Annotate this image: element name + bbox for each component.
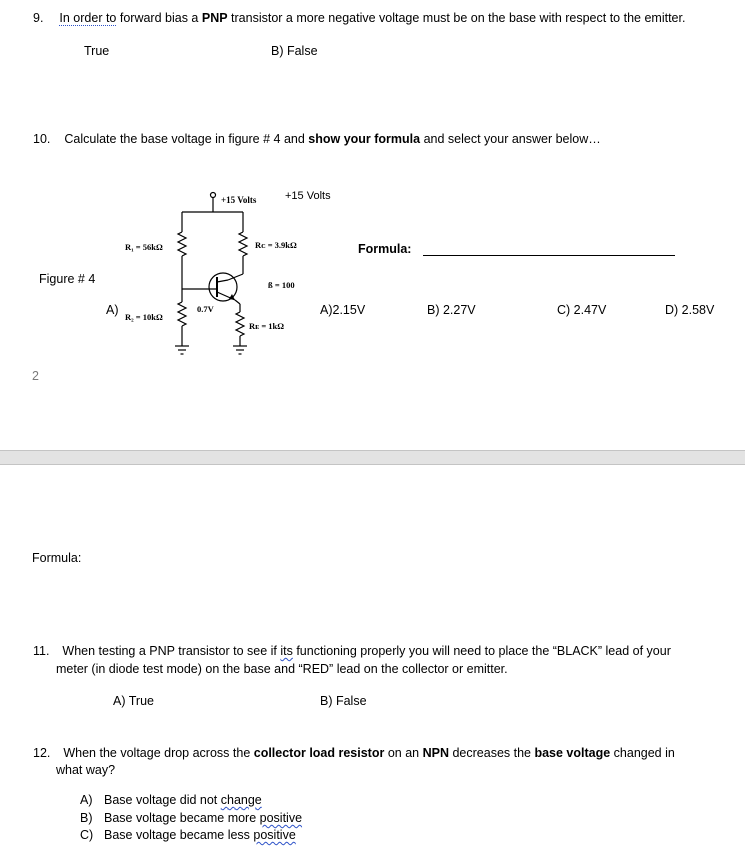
r1-label: R₁ = 56kΩ — [125, 242, 163, 252]
question-text-bold: PNP — [201, 11, 228, 25]
question-text: transistor a more negative voltage must be on the base with respect to the emitter. — [227, 11, 686, 25]
answer-option-a[interactable]: A)2.15V — [320, 303, 366, 317]
option-text-underlined: positive — [259, 811, 303, 825]
re-resistor — [236, 312, 244, 336]
question-11 — [33, 644, 671, 658]
option-text: Base voltage became less — [104, 828, 254, 842]
question-12-line-2: what way? — [56, 763, 116, 777]
beta-label: ß = 100 — [268, 280, 295, 290]
q11-option-false[interactable]: B) False — [320, 694, 367, 708]
option-text: Base voltage did not — [104, 793, 221, 807]
q9-option-true[interactable]: True — [84, 44, 110, 58]
answer-option-c[interactable]: C) 2.47V — [557, 303, 607, 317]
page-break — [0, 450, 745, 465]
formula-answer-line[interactable] — [423, 255, 675, 256]
r1-resistor — [178, 232, 186, 256]
q11-option-true[interactable]: A) True — [113, 694, 154, 708]
re-label: Rᴇ = 1kΩ — [249, 321, 285, 331]
question-text: forward bias a — [116, 11, 202, 25]
answer-a-marker: A) — [106, 303, 119, 317]
question-number: 11. — [33, 644, 50, 658]
formula-label-2: Formula: — [32, 551, 82, 565]
question-number: 9. — [33, 11, 44, 25]
question-text: Calculate the base voltage in figure # 4 and — [64, 132, 309, 146]
question-text: and select your answer below… — [420, 132, 601, 146]
formula-label: Formula: — [358, 242, 412, 256]
rc-label: Rᴄ = 3.9kΩ — [255, 240, 297, 250]
rc-resistor — [239, 232, 247, 256]
q12-option-b[interactable] — [80, 811, 302, 825]
q12-option-c[interactable] — [80, 828, 296, 842]
question-text-bold: base voltage — [534, 746, 611, 760]
question-text: When the voltage drop across the — [63, 746, 254, 760]
question-text-underlined: its — [280, 644, 293, 658]
option-letter: B) — [80, 811, 93, 825]
question-number: 12. — [33, 746, 51, 760]
question-11-line-2: meter (in diode test mode) on the base and “RED” lead on the collector or emitter. — [56, 662, 508, 676]
question-text-bold: show your formula — [308, 132, 421, 146]
figure-label: Figure # 4 — [39, 272, 96, 286]
q9-option-false[interactable]: B) False — [271, 44, 318, 58]
question-text-underlined: In order to — [59, 11, 117, 25]
option-letter: A) — [80, 793, 93, 807]
question-10 — [33, 132, 601, 146]
answer-option-b[interactable]: B) 2.27V — [427, 303, 476, 317]
circuit-diagram — [115, 186, 315, 366]
question-text: changed in — [610, 746, 675, 760]
question-text: on an — [384, 746, 423, 760]
question-number: 10. — [33, 132, 51, 146]
circuit-supply-label: +15 Volts — [221, 195, 257, 205]
page-number: 2 — [32, 369, 39, 383]
question-9 — [33, 11, 685, 25]
question-text: When testing a PNP transistor to see if — [62, 644, 281, 658]
question-text-bold: NPN — [422, 746, 449, 760]
option-text: Base voltage became more — [104, 811, 260, 825]
question-12 — [33, 746, 675, 760]
option-letter: C) — [80, 828, 94, 842]
supply-terminal — [211, 193, 216, 198]
question-text-bold: collector load resistor — [253, 746, 385, 760]
question-text: decreases the — [449, 746, 535, 760]
r2-resistor — [178, 302, 186, 326]
option-text-underlined: positive — [253, 828, 296, 842]
vbe-label: 0.7V — [197, 304, 214, 314]
option-text-underlined: change — [220, 793, 262, 807]
voltage-label: +15 Volts — [285, 190, 331, 202]
q12-option-a[interactable] — [80, 793, 262, 807]
r2-label: R₂ = 10kΩ — [125, 312, 163, 322]
answer-option-d[interactable]: D) 2.58V — [665, 303, 715, 317]
question-text: functioning properly you will need to place the “BLACK” lead of your — [292, 644, 671, 658]
